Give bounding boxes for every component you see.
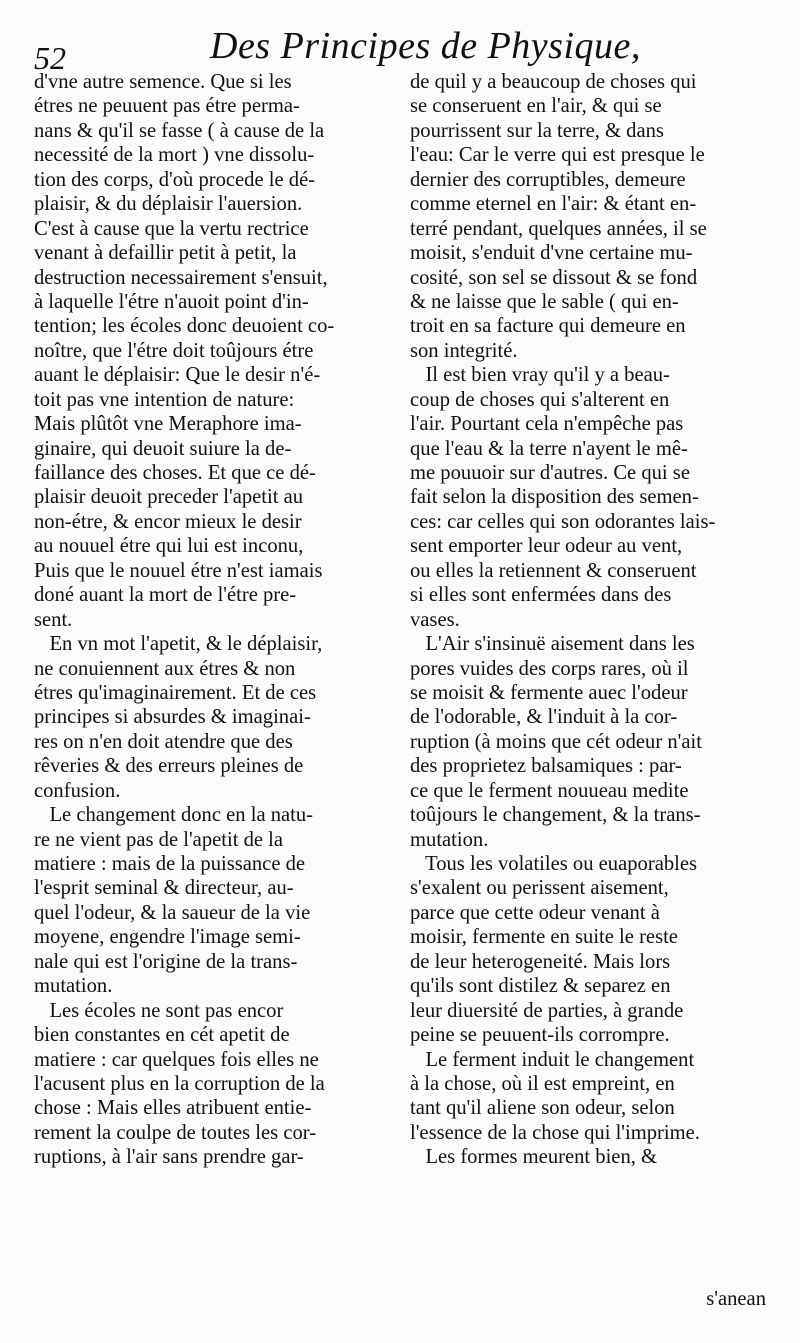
text-line: matiere : car quelques fois elles ne xyxy=(34,1048,319,1071)
text-line: nans & qu'il se fasse ( à cause de la xyxy=(34,119,325,142)
text-line: doné auant la mort de l'étre pre- xyxy=(34,584,297,607)
text-line: tant qu'il aliene son odeur, selon xyxy=(410,1097,675,1120)
text-line: terré pendant, quelques années, il se xyxy=(410,217,707,240)
text-line: chose : Mais elles atribuent entie- xyxy=(34,1097,312,1120)
text-line: des proprietez balsamiques : par- xyxy=(410,755,682,778)
text-line: toit pas vne intention de nature: xyxy=(34,388,295,411)
catchword: s'anean xyxy=(706,1288,766,1310)
text-line: ce que le ferment nouueau medite xyxy=(410,779,689,802)
text-line: qu'ils sont distilez & separez en xyxy=(410,975,671,998)
text-line: s'exalent ou perissent aisement, xyxy=(410,877,669,900)
text-line: & ne laisse que le sable ( qui en- xyxy=(410,290,679,313)
text-line: de quil y a beaucoup de choses qui xyxy=(410,71,697,93)
text-line: me pouuoir sur d'autres. Ce qui se xyxy=(410,462,690,484)
text-line: matiere : mais de la puissance de xyxy=(34,853,306,875)
text-line: Puis que le nouuel étre n'est iamais xyxy=(34,559,323,582)
running-title: Des Principes de Physique, xyxy=(210,25,641,67)
text-line: sent. xyxy=(34,608,73,631)
text-line: ne conuiennent aux étres & non xyxy=(34,657,296,680)
text-line: bien constantes en cét apetit de xyxy=(34,1024,290,1047)
text-line: tion des corps, d'où procede le dé- xyxy=(34,168,316,191)
text-line: faillance des choses. Et que ce dé- xyxy=(34,462,316,484)
text-line: toûjours le changement, & la trans- xyxy=(410,804,701,827)
text-line: nale qui est l'origine de la trans- xyxy=(34,950,298,973)
text-line: quel l'odeur, & la saueur de la vie xyxy=(34,901,311,924)
text-line: Mais plûtôt vne Meraphore ima- xyxy=(34,413,302,436)
text-line: dernier des corruptibles, demeure xyxy=(410,168,686,191)
text-line: à la chose, où il est empreint, en xyxy=(410,1072,675,1095)
text-line: necessité de la mort ) vne dissolu- xyxy=(34,144,315,167)
text-line: moisit, s'enduit d'vne certaine mu- xyxy=(410,242,693,265)
text-line: Les formes meurent bien, & xyxy=(410,1146,658,1169)
text-line: étres ne peuuent pas étre perma- xyxy=(34,95,300,118)
text-line: son integrité. xyxy=(410,339,518,362)
text-line: de l'odorable, & l'induit à la cor- xyxy=(410,706,678,729)
text-line: rêveries & des erreurs pleines de xyxy=(34,755,304,778)
text-line: parce que cette odeur venant à xyxy=(410,901,660,924)
text-line: mutation. xyxy=(34,975,113,998)
text-line: noître, que l'étre doit toûjours étre xyxy=(34,339,314,362)
text-line: venant à defaillir petit à petit, la xyxy=(34,242,297,265)
right-text-column xyxy=(410,70,772,1170)
text-line: Le changement donc en la natu- xyxy=(34,804,314,827)
text-line: de leur heterogeneité. Mais lors xyxy=(410,950,671,973)
text-line: vases. xyxy=(410,608,460,631)
text-line: si elles sont enfermées dans des xyxy=(410,584,672,607)
text-line: cosité, son sel se dissout & se fond xyxy=(410,266,698,289)
text-line: plaisir, & du déplaisir l'auersion. xyxy=(34,193,303,216)
text-line: l'eau: Car le verre qui est presque le xyxy=(410,144,705,167)
text-line: Il est bien vray qu'il y a beau- xyxy=(410,364,670,387)
text-line: se moisit & fermente auec l'odeur xyxy=(410,681,688,704)
text-line: non-étre, & encor mieux le desir xyxy=(34,510,302,533)
text-line: sent emporter leur odeur au vent, xyxy=(410,535,683,558)
text-line: C'est à cause que la vertu rectrice xyxy=(34,217,309,240)
left-text-column xyxy=(34,70,392,1170)
text-line: re ne vient pas de l'apetit de la xyxy=(34,828,284,851)
text-line: tention; les écoles donc deuoient co- xyxy=(34,315,335,338)
text-line: Tous les volatiles ou euaporables xyxy=(410,853,698,875)
text-line: ces: car celles qui son odorantes lais- xyxy=(410,510,716,533)
text-line: En vn mot l'apetit, & le déplaisir, xyxy=(34,633,323,656)
text-line: moisir, fermente en suite le reste xyxy=(410,926,678,949)
text-line: auant le déplaisir: Que le desir n'é- xyxy=(34,364,321,387)
text-line: Les écoles ne sont pas encor xyxy=(34,999,284,1022)
text-line: L'Air s'insinuë aisement dans les xyxy=(410,633,695,656)
text-line: plaisir deuoit preceder l'apetit au xyxy=(34,486,304,509)
text-line: ginaire, qui deuoit suiure la de- xyxy=(34,437,292,460)
text-line: ruption (à moins que cét odeur n'ait xyxy=(410,730,702,753)
text-line: à laquelle l'étre n'auoit point d'in- xyxy=(34,290,309,313)
text-line: leur diuersité de parties, à grande xyxy=(410,999,684,1022)
page-number: 52 xyxy=(34,40,66,76)
text-line: que l'eau & la terre n'ayent le mê- xyxy=(410,437,688,460)
text-line: ou elles la retiennent & conseruent xyxy=(410,559,697,582)
text-line: d'vne autre semence. Que si les xyxy=(34,71,292,93)
text-line: fait selon la disposition des semen- xyxy=(410,486,699,509)
text-line: res on n'en doit atendre que des xyxy=(34,730,293,753)
text-line: l'essence de la chose qui l'imprime. xyxy=(410,1121,700,1144)
text-line: troit en sa facture qui demeure en xyxy=(410,315,686,338)
text-line: Le ferment induit le changement xyxy=(410,1048,695,1071)
text-line: comme eternel en l'air: & étant en- xyxy=(410,193,697,216)
text-line: ruptions, à l'air sans prendre gar- xyxy=(34,1146,304,1169)
text-line: pourrissent sur la terre, & dans xyxy=(410,119,664,142)
text-line: coup de choses qui s'alterent en xyxy=(410,388,670,411)
text-line: l'acusent plus en la corruption de la xyxy=(34,1072,325,1095)
text-line: principes si absurdes & imaginai- xyxy=(34,706,311,729)
text-line: au nouuel étre qui lui est inconu, xyxy=(34,535,304,558)
text-line: l'esprit seminal & directeur, au- xyxy=(34,877,294,900)
text-line: rement la coulpe de toutes les cor- xyxy=(34,1121,317,1144)
text-line: moyene, engendre l'image semi- xyxy=(34,926,301,949)
text-line: destruction necessairement s'ensuit, xyxy=(34,266,328,289)
text-line: mutation. xyxy=(410,828,489,851)
text-line: peine se peuuent-ils corrompre. xyxy=(410,1024,670,1047)
text-line: pores vuides des corps rares, où il xyxy=(410,657,689,680)
text-line: confusion. xyxy=(34,779,121,802)
text-line: étres qu'imaginairement. Et de ces xyxy=(34,681,317,704)
text-line: l'air. Pourtant cela n'empêche pas xyxy=(410,413,684,436)
text-line: se conseruent en l'air, & qui se xyxy=(410,95,662,118)
